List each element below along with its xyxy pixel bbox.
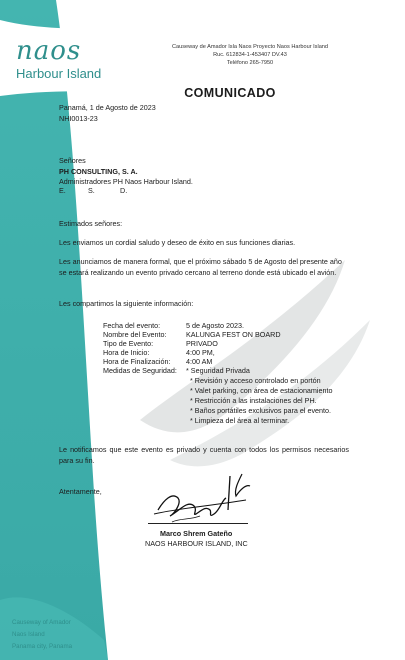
detail-label: Nombre del Evento: xyxy=(103,330,167,339)
recipient-company: PH CONSULTING, S. A. xyxy=(59,167,138,176)
detail-label: Medidas de Seguridad: xyxy=(103,366,177,375)
detail-value: 4:00 PM, xyxy=(186,348,215,357)
header-ruc: Ruc. 612834-1-453407 DV.43 xyxy=(213,52,287,58)
reference-number: NHI0013-23 xyxy=(59,114,98,123)
security-item: * Revisión y acceso controlado en portón xyxy=(190,376,321,385)
signature-line xyxy=(148,523,248,524)
detail-value: KALUNGA FEST ON BOARD xyxy=(186,330,281,339)
paragraph-greeting: Les enviamos un cordial saludo y deseo de éxito en sus funciones diarias. xyxy=(59,238,296,247)
signer-organization: NAOS HARBOUR ISLAND, INC xyxy=(145,539,248,548)
logo-naos: naos xyxy=(16,36,82,66)
detail-value: PRIVADO xyxy=(186,339,218,348)
esd-d: D. xyxy=(120,186,128,195)
detail-value: 4:00 AM xyxy=(186,357,213,366)
detail-value: * Seguridad Privada xyxy=(186,366,250,375)
teal-sidebar xyxy=(0,0,108,660)
recipient-role: Administradores PH Naos Harbour Island. xyxy=(59,177,193,186)
page-title: COMUNICADO xyxy=(184,86,276,100)
detail-label: Fecha del evento: xyxy=(103,321,161,330)
detail-value: 5 de Agosto 2023. xyxy=(186,321,244,330)
header-address: Causeway de Amador Isla Naos Proyecto Naos Harbour Island xyxy=(171,44,329,50)
esd-s: S. xyxy=(88,186,95,195)
footer-address-line: Naos Island xyxy=(12,631,45,638)
security-item: * Valet parking, con área de estacionamiento xyxy=(190,386,333,395)
detail-label: Hora de Inicio: xyxy=(103,348,150,357)
detail-label: Hora de Finalización: xyxy=(103,357,171,366)
security-item: * Limpieza del área al terminar. xyxy=(190,416,290,425)
paragraph-announcement: Les anunciamos de manera formal, que el próximo sábado 5 de Agosto del presente año se estará realizando un evento privado cercano al terreno donde está ubicado el avión. xyxy=(59,257,342,277)
greeting: Estimados señores: xyxy=(59,219,123,228)
salutation: Señores xyxy=(59,156,86,165)
closing: Atentamente, xyxy=(59,487,102,496)
date-line: Panamá, 1 de Agosto de 2023 xyxy=(59,103,156,112)
header-phone: Teléfono 265-7950 xyxy=(226,60,274,66)
esd-e: E. xyxy=(59,186,66,195)
logo-harbour-island: Harbour Island xyxy=(16,66,102,81)
paragraph-notification: Le notificamos que este evento es privado y cuenta con todos los permisos necesarios para su fin. xyxy=(59,445,349,465)
security-item: * Baños portátiles exclusivos para el evento. xyxy=(190,406,332,415)
security-item: * Restricción a las instalaciones del PH. xyxy=(190,396,317,405)
footer-address-line: Causeway of Amador xyxy=(12,619,71,626)
footer-address-line: Panama city, Panama xyxy=(12,643,73,650)
detail-label: Tipo de Evento: xyxy=(103,339,154,348)
signer-name: Marco Shrem Gateño xyxy=(160,529,233,538)
paragraph-info-intro: Les compartimos la siguiente información: xyxy=(59,299,194,308)
